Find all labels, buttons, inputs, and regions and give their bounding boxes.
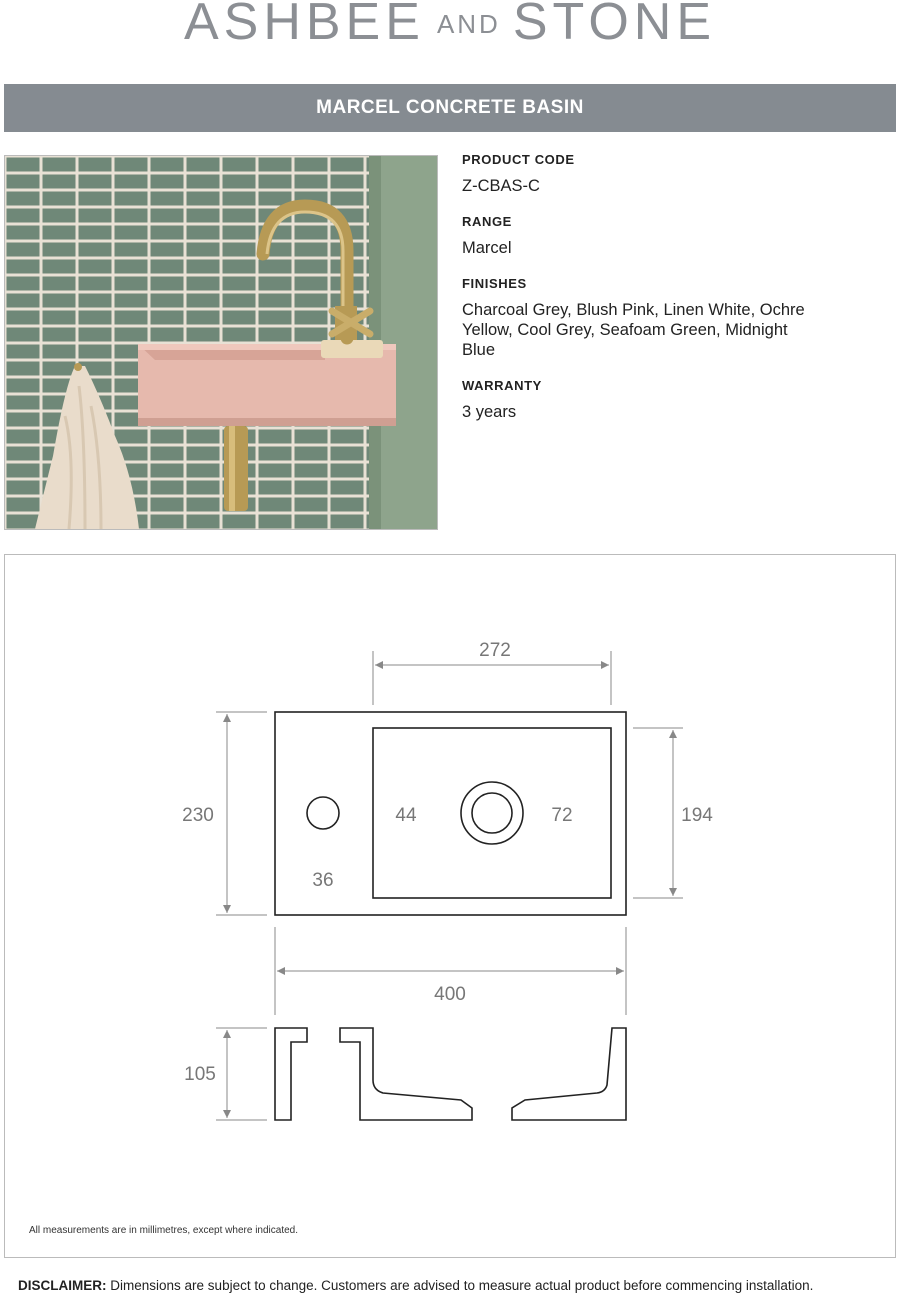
spec-label: WARRANTY	[462, 378, 542, 393]
disclaimer	[18, 1278, 813, 1293]
brand-part-3: STONE	[512, 0, 717, 51]
dim-230: 230	[182, 805, 214, 826]
dimension-drawing	[5, 555, 895, 1257]
spec-label: FINISHES	[462, 276, 527, 291]
spec-label: RANGE	[462, 214, 512, 229]
section-right	[512, 1028, 626, 1120]
spec-value: Z-CBAS-C	[462, 177, 540, 195]
brand-logo	[0, 0, 900, 52]
tap-hole	[307, 797, 339, 829]
dim-105: 105	[184, 1064, 216, 1085]
product-photo	[4, 155, 438, 530]
section-middle	[340, 1028, 472, 1120]
brand-part-2: AND	[436, 9, 501, 39]
spec-finishes	[462, 276, 882, 360]
product-photo-illustration	[5, 156, 437, 529]
product-title-bar	[4, 84, 896, 132]
section-left	[275, 1028, 307, 1120]
dim-36: 36	[312, 870, 334, 891]
spec-label: PRODUCT CODE	[462, 152, 575, 167]
spec-value: Charcoal Grey, Blush Pink, Linen White, Ochre Yellow, Cool Grey, Seafoam Green, Midnight Blue	[462, 301, 805, 359]
dim-72: 72	[551, 805, 573, 826]
technical-drawing	[4, 554, 896, 1258]
dim-194: 194	[681, 805, 713, 826]
dim-44: 44	[395, 805, 417, 826]
disclaimer-text: Dimensions are subject to change. Customers are advised to measure actual product before commencing installation.	[110, 1278, 814, 1293]
measurement-note: All measurements are in millimetres, except where indicated.	[29, 1225, 298, 1236]
brass-waste-pipe	[224, 426, 248, 511]
spec-list	[462, 152, 882, 440]
disclaimer-label: DISCLAIMER:	[18, 1278, 107, 1293]
dim-400: 400	[434, 984, 466, 1005]
spec-value: Marcel	[462, 239, 512, 257]
spec-value: 3 years	[462, 403, 517, 421]
product-title: MARCEL CONCRETE BASIN	[316, 97, 584, 118]
dim-272: 272	[479, 640, 511, 661]
spec-range	[462, 214, 882, 258]
soap-bar	[321, 340, 383, 358]
spec-product-code	[462, 152, 882, 196]
waste-inner	[472, 793, 512, 833]
brand-part-1: ASHBEE	[183, 0, 425, 51]
spec-warranty	[462, 378, 882, 422]
